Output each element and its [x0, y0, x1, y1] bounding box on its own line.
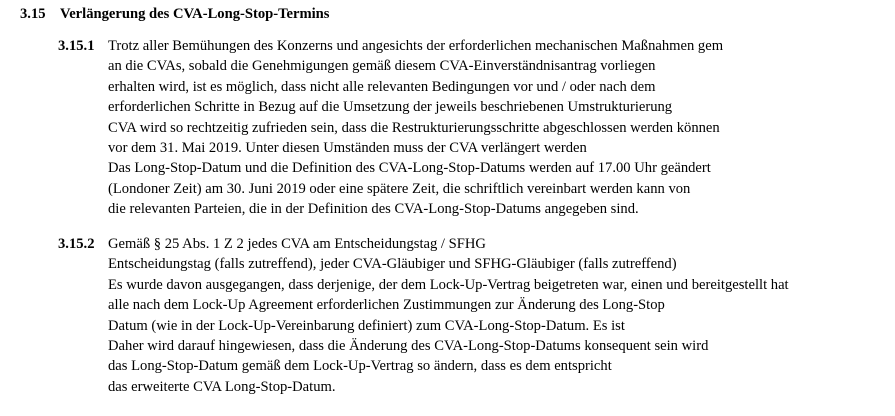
- text-line: an die CVAs, sobald die Genehmigungen gemäß diesem CVA-Einverständnisantrag vorliegen: [108, 58, 656, 75]
- text-line: das Long-Stop-Datum gemäß dem Lock-Up-Vertrag so ändern, dass es dem entspricht: [108, 358, 612, 375]
- text-line: Das Long-Stop-Datum und die Definition des CVA-Long-Stop-Datums werden auf 17.00 Uhr geändert: [108, 160, 711, 177]
- text-line: Es wurde davon ausgegangen, dass derjenige, der dem Lock-Up-Vertrag beigetreten war, einen und bereitgestellt hat: [108, 276, 789, 293]
- text-line: vor dem 31. Mai 2019. Unter diesen Umständen muss der CVA verlängert werden: [108, 139, 587, 156]
- clause-text: [108, 234, 895, 397]
- clause-number: 3.15.2: [58, 236, 95, 252]
- text-line: Daher wird darauf hingewiesen, dass die Änderung des CVA-Long-Stop-Datums konsequent sein wird: [108, 337, 709, 354]
- text-line: Datum (wie in der Lock-Up-Vereinbarung definiert) zum CVA-Long-Stop-Datum. Es ist: [108, 317, 625, 334]
- text-line: CVA wird so rechtzeitig zufrieden sein, dass die Restrukturierungsschritte abgeschlossen werden können: [108, 119, 720, 136]
- clause-text: [108, 36, 895, 220]
- text-line: erforderlichen Schritte in Bezug auf die Umsetzung der jeweils beschriebenen Umstrukturierung: [108, 99, 673, 116]
- text-line: Gemäß § 25 Abs. 1 Z 2 jedes CVA am Entscheidungstag / SFHG: [108, 236, 486, 252]
- section-number: 3.15: [20, 6, 46, 22]
- text-line: Entscheidungstag (falls zutreffend), jeder CVA-Gläubiger und SFHG-Gläubiger (falls zutreffend): [108, 256, 677, 273]
- clause-number: 3.15.1: [58, 38, 95, 54]
- text-line: die relevanten Parteien, die in der Definition des CVA-Long-Stop-Datums angegeben sind.: [108, 201, 639, 218]
- text-line: erhalten wird, ist es möglich, dass nicht alle relevanten Bedingungen vor und / oder nach dem: [108, 78, 656, 95]
- text-line: alle nach dem Lock-Up Agreement erforderlichen Zustimmungen zur Änderung des Long-Stop: [108, 297, 665, 314]
- text-line: das erweiterte CVA Long-Stop-Datum.: [108, 378, 336, 395]
- text-line: Trotz aller Bemühungen des Konzerns und angesichts der erforderlichen mechanischen Maßnahmen gem: [108, 38, 724, 54]
- text-line: (Londoner Zeit) am 30. Juni 2019 oder eine spätere Zeit, die schriftlich vereinbart werden kann von: [108, 180, 691, 197]
- section-title: Verlängerung des CVA-Long-Stop-Termins: [60, 6, 330, 22]
- section-heading: [20, 4, 329, 24]
